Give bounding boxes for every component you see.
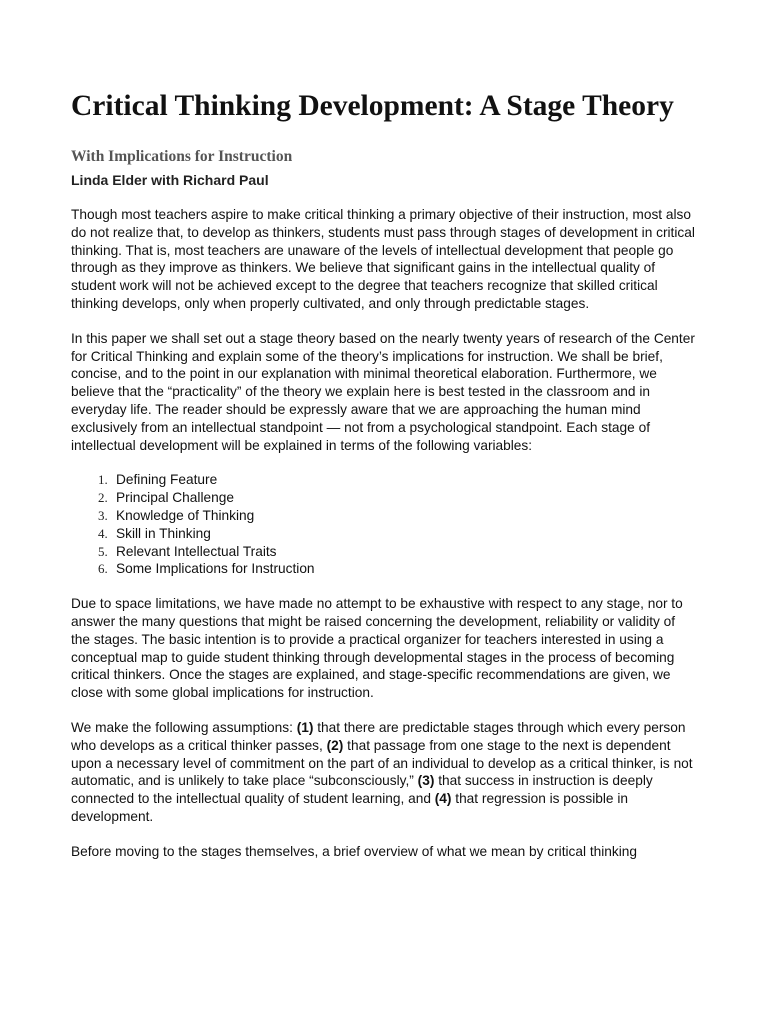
paragraph-overview: Before moving to the stages themselves, a brief overview of what we mean by critical thinking (71, 843, 638, 859)
list-number: 4. (98, 525, 108, 541)
authors: Linda Elder with Richard Paul (71, 172, 269, 188)
assumption-marker: (3) (417, 773, 435, 789)
list-item (98, 525, 697, 543)
assumption-text: that success in instruction is deeply connected to the intellectual quality of student learning, and (71, 773, 653, 807)
list-item-label: Knowledge of Thinking (116, 507, 255, 523)
list-item-label: Defining Feature (116, 472, 218, 488)
list-number: 6. (98, 561, 108, 577)
list-item (98, 489, 697, 507)
paragraph-stage-theory: In this paper we shall set out a stage theory based on the nearly twenty years of research of the Center for Critical Thinking and explain some of the theory’s implications for instruction. We shall be brief, concise, and to the point in our explanation with minimal theoretical elaboration. Furthermore, we believe that the “practicality” of the theory we explain here is best tested in the classroom and in everyday life. The reader should be expressly aware that we are approaching the human mind exclusively from an intellectual standpoint — not from a psychological standpoint. Each stage of intellectual development will be explained in terms of the following variables: (71, 330, 695, 453)
list-item-label: Relevant Intellectual Traits (116, 543, 277, 559)
list-number: 2. (98, 490, 108, 506)
paragraph-space-limitations: Due to space limitations, we have made no attempt to be exhaustive with respect to any stage, nor to answer the many questions that might be raised concerning the development, reliability or validity of the stages. The basic intention is to provide a practical organizer for teachers interested in using a conceptual map to guide student thinking through developmental stages in the process of becoming critical thinkers. Once the stages are explained, and stage-specific recommendations are given, we close with some global implications for instruction. (71, 596, 683, 701)
assumption-text: that regression is possible in development. (71, 791, 628, 824)
list-item-label: Some Implications for Instruction (116, 561, 315, 577)
assumption-marker: (2) (326, 737, 344, 753)
variables-list (71, 471, 697, 578)
paragraph-intro: Though most teachers aspire to make critical thinking a primary objective of their instruction, most also do not realize that, to develop as thinkers, students must pass through stages of development in critical thinking. That is, most teachers are unaware of the levels of intellectual development that people go through as they improve as thinkers. We believe that significant gains in the intellectual quality of student work will not be achieved except to the degree that teachers recognize that skilled critical thinking develops, only when properly cultivated, and only through predictable stages. (71, 207, 695, 311)
assumption-marker: (1) (296, 719, 314, 735)
page-title: Critical Thinking Development: A Stage Theory (71, 90, 674, 122)
list-item-label: Principal Challenge (116, 490, 234, 506)
list-item (98, 560, 697, 578)
list-item (98, 543, 697, 561)
paragraph-assumptions (71, 719, 697, 826)
assumptions-intro: We make the following assumptions: (71, 719, 297, 735)
assumption-marker: (4) (434, 791, 452, 807)
list-item (98, 507, 697, 525)
list-number: 5. (98, 543, 108, 559)
list-item-label: Skill in Thinking (116, 525, 211, 541)
list-number: 3. (98, 507, 108, 523)
assumption-text: that there are predictable stages through which every person who develops as a critical thinker passes, (71, 719, 686, 753)
subtitle: With Implications for Instruction (71, 148, 293, 165)
list-item (98, 471, 697, 489)
list-number: 1. (98, 472, 108, 488)
document-page (71, 88, 697, 878)
assumption-text: that passage from one stage to the next is dependent upon a necessary level of commitment on the part of an individual to develop as a critical thinker, is not automatic, and is unlikely to take place “subconsciously,” (71, 737, 693, 789)
